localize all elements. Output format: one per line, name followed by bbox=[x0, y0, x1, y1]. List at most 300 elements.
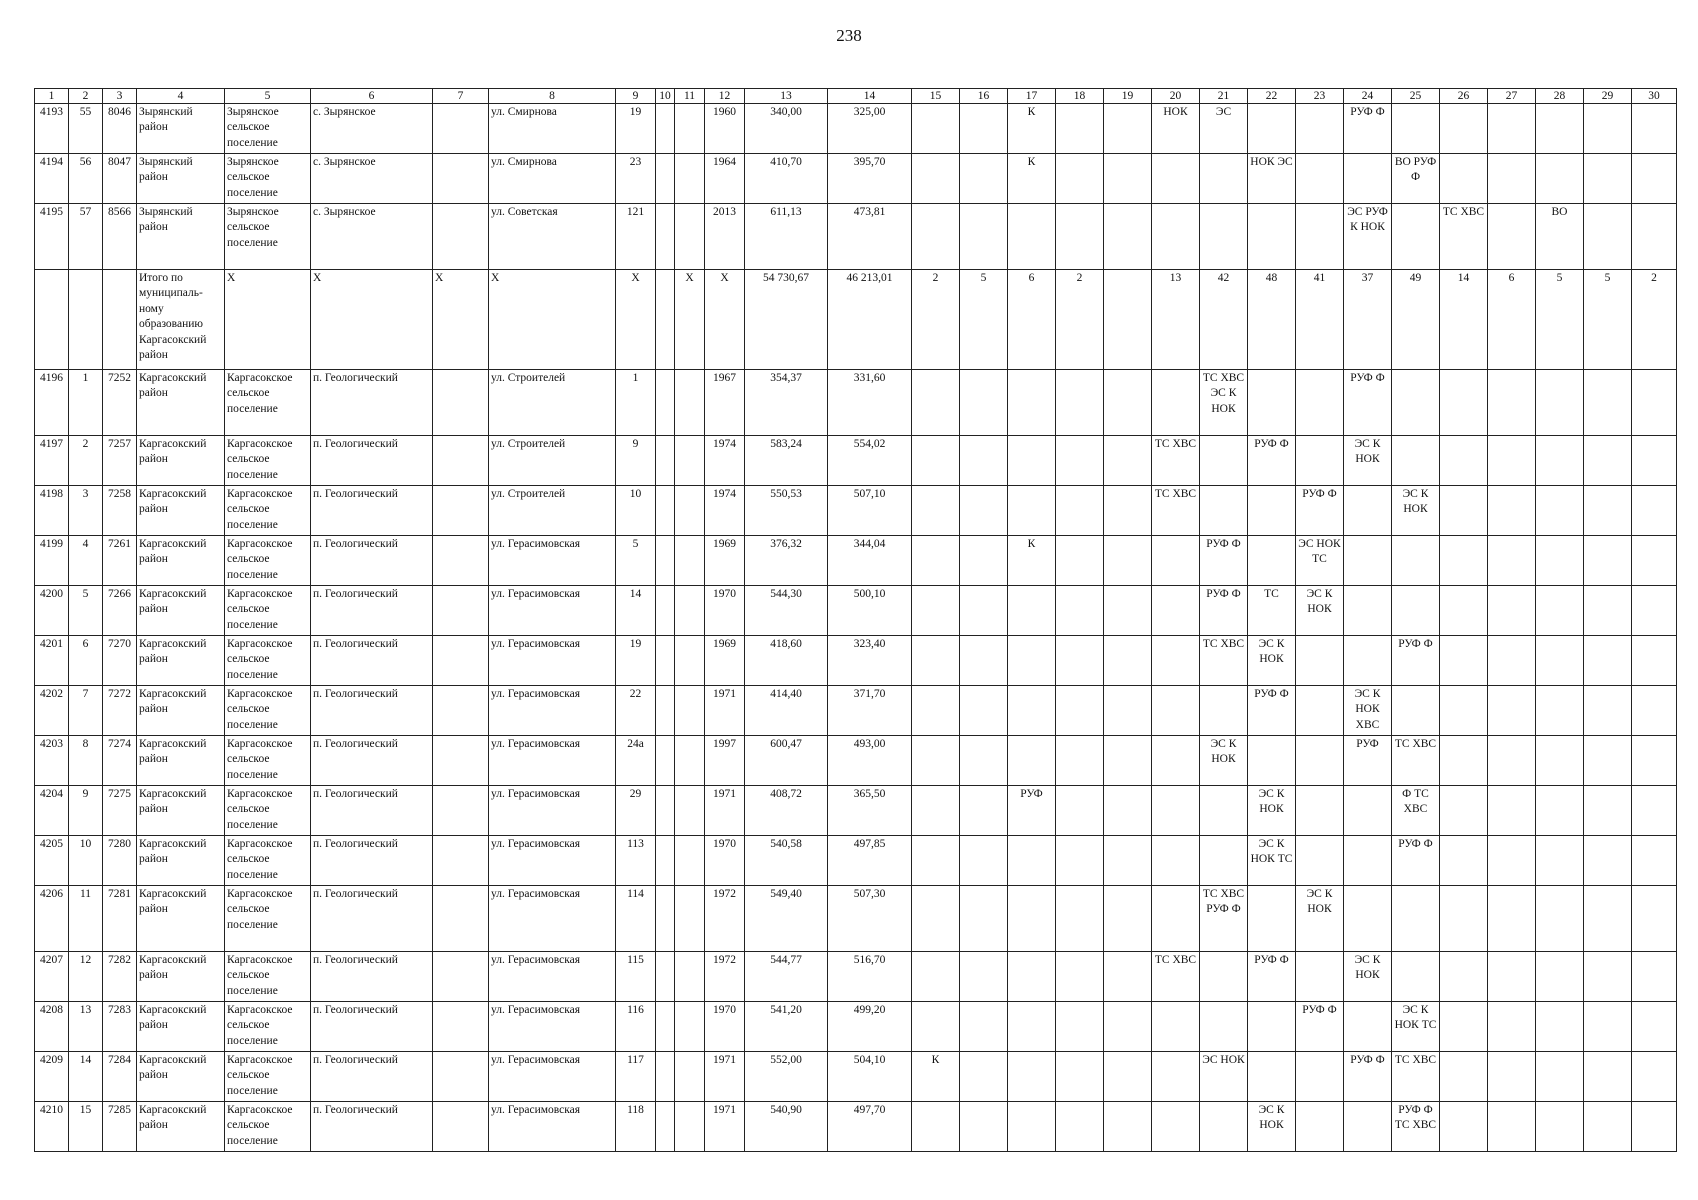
table-cell bbox=[675, 736, 705, 786]
table-cell: 7284 bbox=[103, 1052, 137, 1102]
table-cell: п. Геологический bbox=[311, 370, 433, 436]
table-cell bbox=[1632, 636, 1677, 686]
table-cell bbox=[1056, 836, 1104, 886]
table-cell: 2013 bbox=[705, 204, 745, 270]
table-cell: 1974 bbox=[705, 436, 745, 486]
table-cell bbox=[69, 270, 103, 370]
table-cell: 49 bbox=[1392, 270, 1440, 370]
table-cell bbox=[960, 736, 1008, 786]
table-cell bbox=[1152, 204, 1200, 270]
table-cell bbox=[1536, 586, 1584, 636]
table-cell bbox=[1344, 836, 1392, 886]
table-row bbox=[35, 886, 1677, 952]
table-cell bbox=[1296, 786, 1344, 836]
table-cell: Каргасокское сельское поселение bbox=[225, 786, 311, 836]
table-cell: ЭС К НОК bbox=[1392, 486, 1440, 536]
table-cell: 19 bbox=[616, 104, 656, 154]
table-cell: п. Геологический bbox=[311, 536, 433, 586]
table-cell: 1997 bbox=[705, 736, 745, 786]
table-cell: 2 bbox=[1632, 270, 1677, 370]
table-cell bbox=[1152, 1052, 1200, 1102]
table-cell bbox=[1248, 104, 1296, 154]
table-cell: Каргасокский район bbox=[137, 1052, 225, 1102]
table-cell bbox=[912, 1002, 960, 1052]
table-cell bbox=[433, 154, 489, 204]
table-cell: 7283 bbox=[103, 1002, 137, 1052]
table-cell bbox=[1056, 736, 1104, 786]
table-cell: 4209 bbox=[35, 1052, 69, 1102]
table-cell: РУФ bbox=[1344, 736, 1392, 786]
table-cell bbox=[1008, 436, 1056, 486]
table-cell bbox=[1584, 586, 1632, 636]
table-cell: 2 bbox=[69, 436, 103, 486]
table-cell: п. Геологический bbox=[311, 436, 433, 486]
table-cell: Каргасокский район bbox=[137, 886, 225, 952]
table-cell bbox=[1536, 836, 1584, 886]
table-cell: 1970 bbox=[705, 836, 745, 886]
table-cell bbox=[1056, 204, 1104, 270]
table-cell bbox=[1488, 786, 1536, 836]
table-cell: Зырянский район bbox=[137, 204, 225, 270]
table-cell bbox=[433, 436, 489, 486]
table-cell bbox=[1344, 1002, 1392, 1052]
table-cell: ЭС К НОК bbox=[1344, 952, 1392, 1002]
table-cell: 4202 bbox=[35, 686, 69, 736]
table-cell: 9 bbox=[616, 436, 656, 486]
table-cell: 1960 bbox=[705, 104, 745, 154]
table-cell: 19 bbox=[616, 636, 656, 686]
table-cell: 493,00 bbox=[828, 736, 912, 786]
table-cell bbox=[1008, 1002, 1056, 1052]
table-cell: 365,50 bbox=[828, 786, 912, 836]
table-cell bbox=[1152, 586, 1200, 636]
table-row bbox=[35, 104, 1677, 154]
table-cell bbox=[1104, 1052, 1152, 1102]
table-cell: 504,10 bbox=[828, 1052, 912, 1102]
column-number-cell: 21 bbox=[1200, 89, 1248, 104]
table-cell: ул. Смирнова bbox=[489, 154, 616, 204]
table-cell bbox=[656, 1102, 675, 1152]
column-number-cell: 24 bbox=[1344, 89, 1392, 104]
table-cell: 550,53 bbox=[745, 486, 828, 536]
table-row bbox=[35, 154, 1677, 204]
table-cell: X bbox=[705, 270, 745, 370]
table-cell bbox=[1440, 1052, 1488, 1102]
table-cell bbox=[1488, 104, 1536, 154]
table-cell bbox=[1488, 370, 1536, 436]
table-cell: Каргасокское сельское поселение bbox=[225, 586, 311, 636]
table-cell: Каргасокское сельское поселение bbox=[225, 436, 311, 486]
table-cell bbox=[1488, 536, 1536, 586]
table-cell bbox=[1536, 686, 1584, 736]
table-cell bbox=[1392, 886, 1440, 952]
table-cell bbox=[912, 736, 960, 786]
table-cell bbox=[1584, 1102, 1632, 1152]
table-cell bbox=[1392, 370, 1440, 436]
table-cell bbox=[1296, 636, 1344, 686]
table-cell bbox=[960, 536, 1008, 586]
table-cell: 1971 bbox=[705, 1052, 745, 1102]
table-cell: 499,20 bbox=[828, 1002, 912, 1052]
table-cell: Каргасокское сельское поселение bbox=[225, 486, 311, 536]
column-number-cell: 9 bbox=[616, 89, 656, 104]
table-cell: 14 bbox=[1440, 270, 1488, 370]
table-cell: 7252 bbox=[103, 370, 137, 436]
table-cell bbox=[1440, 486, 1488, 536]
table-cell bbox=[1536, 786, 1584, 836]
table-cell bbox=[1248, 204, 1296, 270]
table-cell bbox=[1632, 104, 1677, 154]
table-cell: 4197 bbox=[35, 436, 69, 486]
table-cell: РУФ Ф bbox=[1344, 104, 1392, 154]
table-cell bbox=[1056, 486, 1104, 536]
table-cell bbox=[1584, 436, 1632, 486]
table-cell bbox=[1200, 436, 1248, 486]
table-cell bbox=[1440, 952, 1488, 1002]
table-cell: Ф ТС ХВС bbox=[1392, 786, 1440, 836]
table-cell: Каргасокский район bbox=[137, 786, 225, 836]
table-cell bbox=[433, 204, 489, 270]
column-number-cell: 3 bbox=[103, 89, 137, 104]
table-cell: ТС ХВС bbox=[1392, 1052, 1440, 1102]
table-cell bbox=[1488, 1002, 1536, 1052]
table-cell bbox=[1440, 536, 1488, 586]
table-cell bbox=[656, 886, 675, 952]
table-cell: X bbox=[489, 270, 616, 370]
table-cell: 7274 bbox=[103, 736, 137, 786]
table-cell bbox=[1584, 786, 1632, 836]
table-cell: ул. Герасимовская bbox=[489, 536, 616, 586]
table-cell bbox=[675, 104, 705, 154]
column-number-cell: 19 bbox=[1104, 89, 1152, 104]
table-cell bbox=[960, 1052, 1008, 1102]
table-cell bbox=[1200, 1002, 1248, 1052]
table-cell: 14 bbox=[69, 1052, 103, 1102]
table-cell bbox=[656, 736, 675, 786]
table-cell: 1970 bbox=[705, 586, 745, 636]
table-cell: 57 bbox=[69, 204, 103, 270]
table-cell: ЭС bbox=[1200, 104, 1248, 154]
table-row bbox=[35, 436, 1677, 486]
table-cell bbox=[1296, 1052, 1344, 1102]
table-cell bbox=[1440, 1102, 1488, 1152]
table-cell bbox=[1488, 154, 1536, 204]
table-cell bbox=[960, 104, 1008, 154]
table-cell bbox=[960, 154, 1008, 204]
table-cell: ЭС НОК bbox=[1200, 1052, 1248, 1102]
table-cell: РУФ Ф bbox=[1248, 436, 1296, 486]
table-cell: 37 bbox=[1344, 270, 1392, 370]
table-cell bbox=[1632, 436, 1677, 486]
table-cell: ТС ХВС bbox=[1440, 204, 1488, 270]
table-cell bbox=[1248, 536, 1296, 586]
table-cell: РУФ Ф bbox=[1248, 686, 1296, 736]
table-cell: РУФ Ф bbox=[1296, 1002, 1344, 1052]
table-cell bbox=[1440, 786, 1488, 836]
column-number-cell: 16 bbox=[960, 89, 1008, 104]
table-cell bbox=[1392, 536, 1440, 586]
table-row bbox=[35, 586, 1677, 636]
table-cell bbox=[1488, 686, 1536, 736]
column-number-cell: 17 bbox=[1008, 89, 1056, 104]
table-cell: 4201 bbox=[35, 636, 69, 686]
table-cell bbox=[1584, 204, 1632, 270]
table-cell bbox=[1440, 636, 1488, 686]
table-cell bbox=[675, 436, 705, 486]
table-cell: Зырянский район bbox=[137, 154, 225, 204]
table-cell bbox=[656, 586, 675, 636]
table-cell bbox=[1632, 886, 1677, 952]
table-cell: 544,77 bbox=[745, 952, 828, 1002]
table-cell bbox=[1536, 1002, 1584, 1052]
table-cell: Каргасокское сельское поселение bbox=[225, 370, 311, 436]
table-cell bbox=[1632, 1002, 1677, 1052]
table-cell bbox=[1056, 886, 1104, 952]
table-cell bbox=[1632, 952, 1677, 1002]
table-cell: 540,90 bbox=[745, 1102, 828, 1152]
table-cell: 13 bbox=[1152, 270, 1200, 370]
table-cell bbox=[1584, 154, 1632, 204]
table-cell bbox=[656, 154, 675, 204]
table-cell bbox=[675, 204, 705, 270]
table-cell bbox=[1152, 154, 1200, 204]
table-cell bbox=[1200, 154, 1248, 204]
table-cell: 1967 bbox=[705, 370, 745, 436]
table-cell bbox=[1488, 1052, 1536, 1102]
table-cell bbox=[912, 486, 960, 536]
table-cell: ТС ХВС bbox=[1152, 952, 1200, 1002]
table-cell bbox=[656, 1052, 675, 1102]
table-cell bbox=[1056, 1002, 1104, 1052]
table-cell bbox=[1200, 952, 1248, 1002]
table-cell bbox=[912, 686, 960, 736]
table-cell: 46 213,01 bbox=[828, 270, 912, 370]
table-cell: РУФ Ф bbox=[1296, 486, 1344, 536]
table-cell bbox=[675, 886, 705, 952]
table-cell: Каргасокское сельское поселение bbox=[225, 686, 311, 736]
table-cell: п. Геологический bbox=[311, 1052, 433, 1102]
table-cell bbox=[960, 686, 1008, 736]
table-cell: 4193 bbox=[35, 104, 69, 154]
table-cell bbox=[1488, 586, 1536, 636]
table-cell: Каргасокский район bbox=[137, 436, 225, 486]
table-cell: Каргасокское сельское поселение bbox=[225, 836, 311, 886]
table-cell bbox=[675, 836, 705, 886]
table-cell: 4195 bbox=[35, 204, 69, 270]
table-cell bbox=[1440, 436, 1488, 486]
column-number-cell: 14 bbox=[828, 89, 912, 104]
table-cell: 371,70 bbox=[828, 686, 912, 736]
table-cell bbox=[1488, 1102, 1536, 1152]
table-cell bbox=[1056, 586, 1104, 636]
column-number-cell: 7 bbox=[433, 89, 489, 104]
table-cell bbox=[1056, 104, 1104, 154]
table-cell: 331,60 bbox=[828, 370, 912, 436]
table-cell: 117 bbox=[616, 1052, 656, 1102]
table-cell bbox=[1008, 736, 1056, 786]
table-cell: 41 bbox=[1296, 270, 1344, 370]
table-cell: 116 bbox=[616, 1002, 656, 1052]
table-cell: 4210 bbox=[35, 1102, 69, 1152]
table-cell bbox=[1056, 436, 1104, 486]
table-cell: 473,81 bbox=[828, 204, 912, 270]
table-cell: 7275 bbox=[103, 786, 137, 836]
table-cell bbox=[675, 636, 705, 686]
column-number-cell: 1 bbox=[35, 89, 69, 104]
table-cell: 4207 bbox=[35, 952, 69, 1002]
table-cell bbox=[1632, 154, 1677, 204]
table-cell: ЭС К НОК bbox=[1248, 636, 1296, 686]
table-cell: 48 bbox=[1248, 270, 1296, 370]
table-cell bbox=[1440, 370, 1488, 436]
table-cell: X bbox=[616, 270, 656, 370]
table-row bbox=[35, 636, 1677, 686]
table-cell bbox=[1248, 1052, 1296, 1102]
table-cell: 5 bbox=[69, 586, 103, 636]
table-cell bbox=[675, 1102, 705, 1152]
table-cell bbox=[656, 104, 675, 154]
table-cell: ул. Герасимовская bbox=[489, 686, 616, 736]
table-cell bbox=[1056, 154, 1104, 204]
table-cell: К bbox=[1008, 536, 1056, 586]
table-cell bbox=[433, 952, 489, 1002]
table-cell: ул. Герасимовская bbox=[489, 736, 616, 786]
table-cell: Зырянский район bbox=[137, 104, 225, 154]
table-cell: ЭС К НОК ТС bbox=[1392, 1002, 1440, 1052]
table-cell bbox=[1440, 836, 1488, 886]
table-row bbox=[35, 204, 1677, 270]
table-cell bbox=[1152, 1102, 1200, 1152]
column-number-cell: 10 bbox=[656, 89, 675, 104]
table-cell bbox=[675, 686, 705, 736]
table-row bbox=[35, 1052, 1677, 1102]
table-cell bbox=[1632, 370, 1677, 436]
table-cell bbox=[1536, 736, 1584, 786]
table-row bbox=[35, 370, 1677, 436]
table-cell bbox=[1104, 370, 1152, 436]
table-cell bbox=[912, 786, 960, 836]
table-cell: 121 bbox=[616, 204, 656, 270]
table-cell: 15 bbox=[69, 1102, 103, 1152]
table-cell bbox=[675, 586, 705, 636]
table-cell bbox=[1152, 686, 1200, 736]
table-cell bbox=[1200, 1102, 1248, 1152]
table-cell: Каргасокское сельское поселение bbox=[225, 1002, 311, 1052]
table-cell: 8047 bbox=[103, 154, 137, 204]
table-cell: 1 bbox=[69, 370, 103, 436]
table-cell: Каргасокское сельское поселение bbox=[225, 952, 311, 1002]
table-cell: 6 bbox=[69, 636, 103, 686]
table-cell: К bbox=[912, 1052, 960, 1102]
table-row bbox=[35, 486, 1677, 536]
table-cell bbox=[960, 486, 1008, 536]
table-cell: 12 bbox=[69, 952, 103, 1002]
table-cell: 10 bbox=[69, 836, 103, 886]
table-cell: X bbox=[675, 270, 705, 370]
table-cell: 55 bbox=[69, 104, 103, 154]
table-cell bbox=[675, 1002, 705, 1052]
table-cell: РУФ Ф bbox=[1392, 836, 1440, 886]
table-cell bbox=[912, 586, 960, 636]
table-cell bbox=[433, 686, 489, 736]
table-cell: 507,30 bbox=[828, 886, 912, 952]
table-cell bbox=[1008, 586, 1056, 636]
table-cell: 29 bbox=[616, 786, 656, 836]
table-cell bbox=[1296, 836, 1344, 886]
table-cell bbox=[1152, 886, 1200, 952]
table-cell bbox=[1344, 1102, 1392, 1152]
table-cell bbox=[960, 204, 1008, 270]
table-cell bbox=[1104, 436, 1152, 486]
table-cell bbox=[675, 1052, 705, 1102]
table-row bbox=[35, 1002, 1677, 1052]
table-cell bbox=[1056, 636, 1104, 686]
table-cell: X bbox=[311, 270, 433, 370]
table-cell: 9 bbox=[69, 786, 103, 836]
table-cell bbox=[1488, 952, 1536, 1002]
table-cell: 552,00 bbox=[745, 1052, 828, 1102]
table-cell bbox=[1104, 1002, 1152, 1052]
table-cell: ул. Герасимовская bbox=[489, 636, 616, 686]
table-cell bbox=[1056, 1102, 1104, 1152]
table-cell: 7280 bbox=[103, 836, 137, 886]
table-cell: 408,72 bbox=[745, 786, 828, 836]
table-cell: 500,10 bbox=[828, 586, 912, 636]
table-cell: 4208 bbox=[35, 1002, 69, 1052]
table-cell: 418,60 bbox=[745, 636, 828, 686]
table-cell: 3 bbox=[69, 486, 103, 536]
table-cell bbox=[1584, 636, 1632, 686]
column-number-cell: 5 bbox=[225, 89, 311, 104]
table-cell bbox=[656, 204, 675, 270]
table-cell: п. Геологический bbox=[311, 586, 433, 636]
table-cell: 4199 bbox=[35, 536, 69, 586]
table-cell: 611,13 bbox=[745, 204, 828, 270]
table-cell bbox=[1056, 952, 1104, 1002]
table-row bbox=[35, 952, 1677, 1002]
table-row bbox=[35, 1102, 1677, 1152]
column-number-cell: 15 bbox=[912, 89, 960, 104]
table-cell: ул. Герасимовская bbox=[489, 952, 616, 1002]
table-cell: 1971 bbox=[705, 1102, 745, 1152]
table-cell: НОК ЭС bbox=[1248, 154, 1296, 204]
table-cell bbox=[433, 1052, 489, 1102]
table-cell bbox=[1344, 536, 1392, 586]
table-cell: РУФ Ф bbox=[1344, 1052, 1392, 1102]
column-number-cell: 28 bbox=[1536, 89, 1584, 104]
table-cell bbox=[1008, 204, 1056, 270]
table-cell: 600,47 bbox=[745, 736, 828, 786]
table-cell bbox=[1584, 686, 1632, 736]
table-cell: 544,30 bbox=[745, 586, 828, 636]
table-cell: РУФ Ф bbox=[1344, 370, 1392, 436]
table-cell bbox=[1200, 786, 1248, 836]
table-cell bbox=[1440, 1002, 1488, 1052]
table-cell bbox=[1392, 586, 1440, 636]
table-cell bbox=[675, 154, 705, 204]
table-cell bbox=[1344, 486, 1392, 536]
table-cell: Каргасокский район bbox=[137, 536, 225, 586]
table-cell: ЭС НОК ТС bbox=[1296, 536, 1344, 586]
table-cell: 42 bbox=[1200, 270, 1248, 370]
table-cell: 1 bbox=[616, 370, 656, 436]
table-cell: ЭС К НОК bbox=[1296, 586, 1344, 636]
table-cell bbox=[1008, 636, 1056, 686]
table-cell bbox=[1248, 1002, 1296, 1052]
table-row bbox=[35, 786, 1677, 836]
column-number-cell: 26 bbox=[1440, 89, 1488, 104]
table-cell: 7261 bbox=[103, 536, 137, 586]
